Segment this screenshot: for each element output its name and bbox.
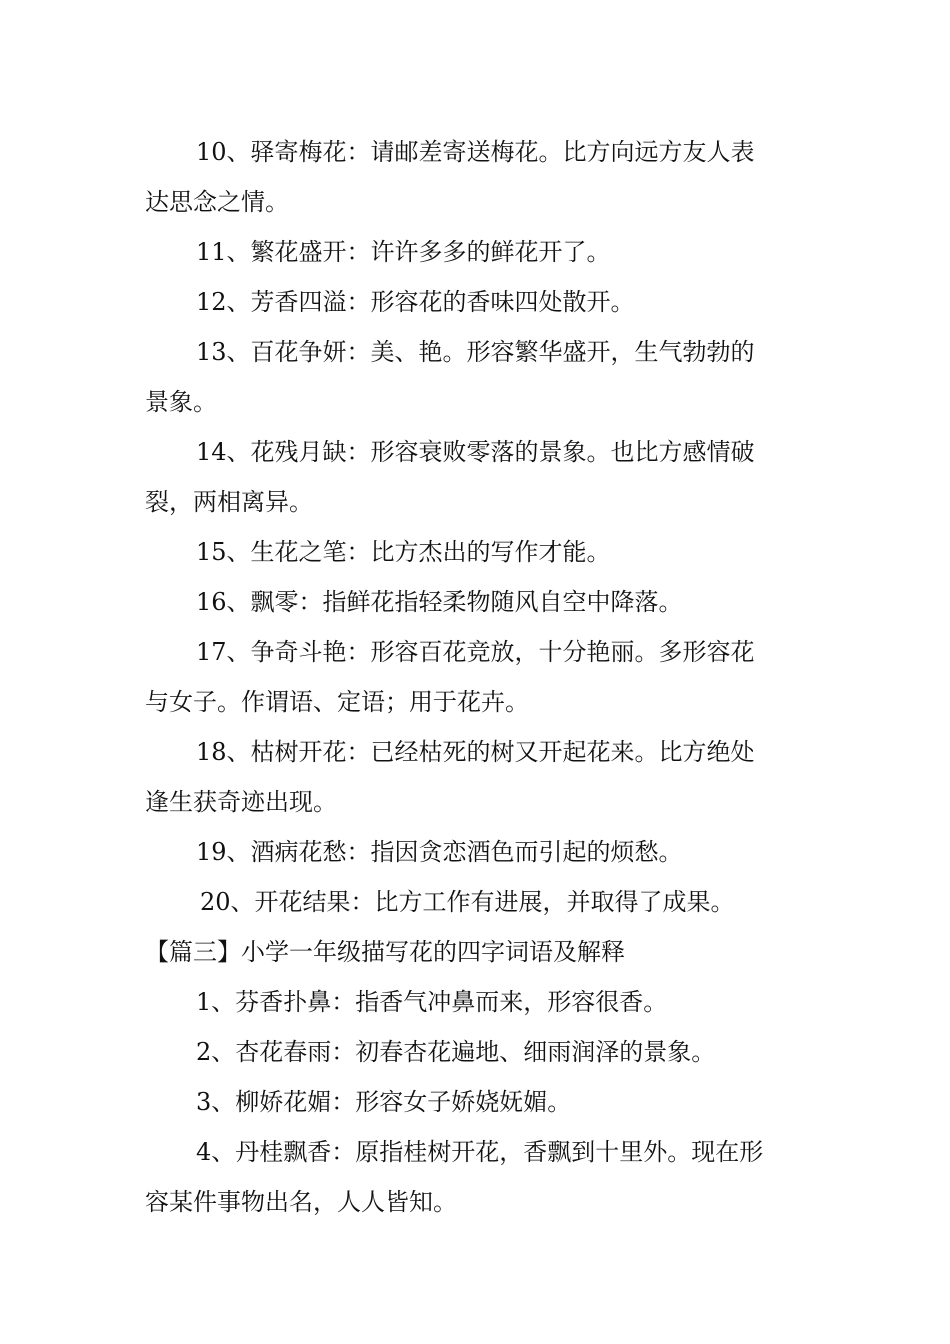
entry-10-line-1: 10、驿寄梅花：请邮差寄送梅花。比方向远方友人表 <box>196 138 755 166</box>
entry-10-line-2: 达思念之情。 <box>145 188 289 216</box>
entry-18-line-2: 逢生获奇迹出现。 <box>145 788 337 816</box>
entry-14-line-1: 14、花残月缺：形容衰败零落的景象。也比方感情破 <box>196 438 755 466</box>
section3-entry-4-line-1: 4、丹桂飘香：原指桂树开花，香飘到十里外。现在形 <box>196 1138 764 1166</box>
entry-17-line-1: 17、争奇斗艳：形容百花竞放，十分艳丽。多形容花 <box>196 638 755 666</box>
entry-13-line-2: 景象。 <box>145 388 217 416</box>
entry-12: 12、芳香四溢：形容花的香味四处散开。 <box>196 288 635 316</box>
section-heading: 【篇三】小学一年级描写花的四字词语及解释 <box>145 938 625 966</box>
entry-11: 11、繁花盛开：许许多多的鲜花开了。 <box>196 238 611 266</box>
section3-entry-3: 3、柳娇花媚：形容女子娇娆妩媚。 <box>196 1088 572 1116</box>
section3-entry-1: 1、芬香扑鼻：指香气冲鼻而来，形容很香。 <box>196 988 668 1016</box>
entry-17-line-2: 与女子。作谓语、定语；用于花卉。 <box>145 688 529 716</box>
entry-16: 16、飘零：指鲜花指轻柔物随风自空中降落。 <box>196 588 683 616</box>
entry-20: 20、开花结果：比方工作有进展，并取得了成果。 <box>200 888 735 916</box>
entry-18-line-1: 18、枯树开花：已经枯死的树又开起花来。比方绝处 <box>196 738 755 766</box>
entry-15: 15、生花之笔：比方杰出的写作才能。 <box>196 538 611 566</box>
section3-entry-4-line-2: 容某件事物出名，人人皆知。 <box>145 1188 457 1216</box>
entry-13-line-1: 13、百花争妍：美、艳。形容繁华盛开，生气勃勃的 <box>196 338 755 366</box>
entry-14-line-2: 裂，两相离异。 <box>145 488 313 516</box>
section3-entry-2: 2、杏花春雨：初春杏花遍地、细雨润泽的景象。 <box>196 1038 716 1066</box>
entry-19: 19、酒病花愁：指因贪恋酒色而引起的烦愁。 <box>196 838 683 866</box>
